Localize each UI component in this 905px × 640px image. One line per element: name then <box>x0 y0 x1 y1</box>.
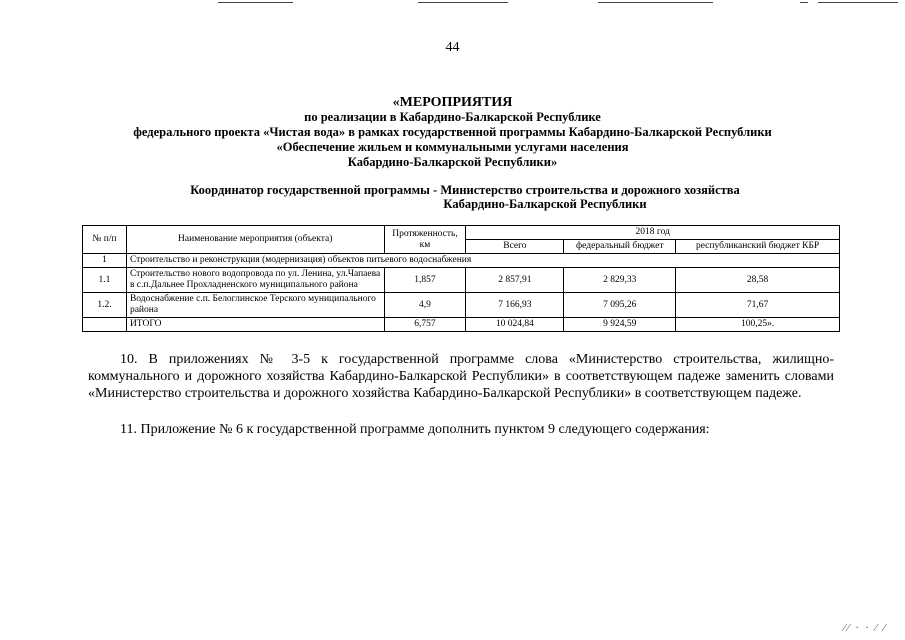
table-row <box>83 268 840 293</box>
row-regional: 28,58 <box>676 268 840 293</box>
coordinator-line-2: Кабардино-Балкарской Республики <box>443 197 647 211</box>
row-federal: 2 829,33 <box>564 268 676 293</box>
document-title <box>0 95 905 170</box>
header-federal: федеральный бюджет <box>564 240 676 254</box>
row-regional: 71,67 <box>676 293 840 318</box>
table-total-row <box>83 318 840 332</box>
row-total: 2 857,91 <box>466 268 564 293</box>
coordinator-heading <box>165 183 765 211</box>
title-line-1: «МЕРОПРИЯТИЯ <box>392 95 513 110</box>
paragraph-11: 11. Приложение № 6 к государственной программе дополнить пунктом 9 следующего содержания: <box>120 422 710 437</box>
paragraph-10: 10. В приложениях № 3-5 к государственной программе слова «Министерство строительства, жилищно-коммунального и дорожного хозяйства Кабардино-Балкарской Республики» в соответствующем падеже заменить словами «Министерство строительства и дорожного хозяйства Кабардино-Балкарской Республики» в соответствующем падеже. <box>88 352 834 401</box>
measures-table <box>82 225 840 332</box>
total-length: 6,757 <box>384 318 466 332</box>
title-line-3: федерального проекта «Чистая вода» в рамках государственной программы Кабардино-Балкарской Республики <box>133 125 772 139</box>
title-line-4: «Обеспечение жильем и коммунальными услугами населения <box>276 140 629 154</box>
header-total: Всего <box>466 240 564 254</box>
total-federal: 9 924,59 <box>564 318 676 332</box>
top-scan-lines <box>0 0 905 8</box>
page-number: 44 <box>445 40 460 55</box>
total-empty-cell <box>83 318 127 332</box>
row-total: 7 166,93 <box>466 293 564 318</box>
table-section-row <box>83 254 840 268</box>
row-federal: 7 095,26 <box>564 293 676 318</box>
header-name: Наименование мероприятия (объекта) <box>126 226 384 254</box>
row-length: 4,9 <box>384 293 466 318</box>
title-line-5: Кабардино-Балкарской Республики» <box>347 155 558 169</box>
corner-scan-mark: ⁄⁄ · · ⁄ ⁄ <box>843 623 887 634</box>
section-num: 1 <box>83 254 127 268</box>
total-sum: 10 024,84 <box>466 318 564 332</box>
header-regional: республиканский бюджет КБР <box>676 240 840 254</box>
header-length: Протяженность, км <box>384 226 466 254</box>
row-num: 1.2. <box>83 293 127 318</box>
row-length: 1,857 <box>384 268 466 293</box>
total-regional: 100,25». <box>676 318 840 332</box>
table-header-row <box>83 226 840 240</box>
section-text: Строительство и реконструкция (модернизация) объектов питьевого водоснабжения <box>126 254 839 268</box>
row-name: Водоснабжение с.п. Белоглинское Терского муниципального района <box>126 293 384 318</box>
row-num: 1.1 <box>83 268 127 293</box>
header-year: 2018 год <box>466 226 840 240</box>
title-line-2: по реализации в Кабардино-Балкарской Республике <box>304 110 601 124</box>
header-num: № п/п <box>83 226 127 254</box>
row-name: Строительство нового водопровода по ул. Ленина, ул.Чапаева в с.п.Дальнее Прохладненского муниципального района <box>126 268 384 293</box>
coordinator-line-1: Координатор государственной программы - Министерство строительства и дорожного хозяйства <box>190 183 740 197</box>
table-row <box>83 293 840 318</box>
total-label: ИТОГО <box>126 318 384 332</box>
